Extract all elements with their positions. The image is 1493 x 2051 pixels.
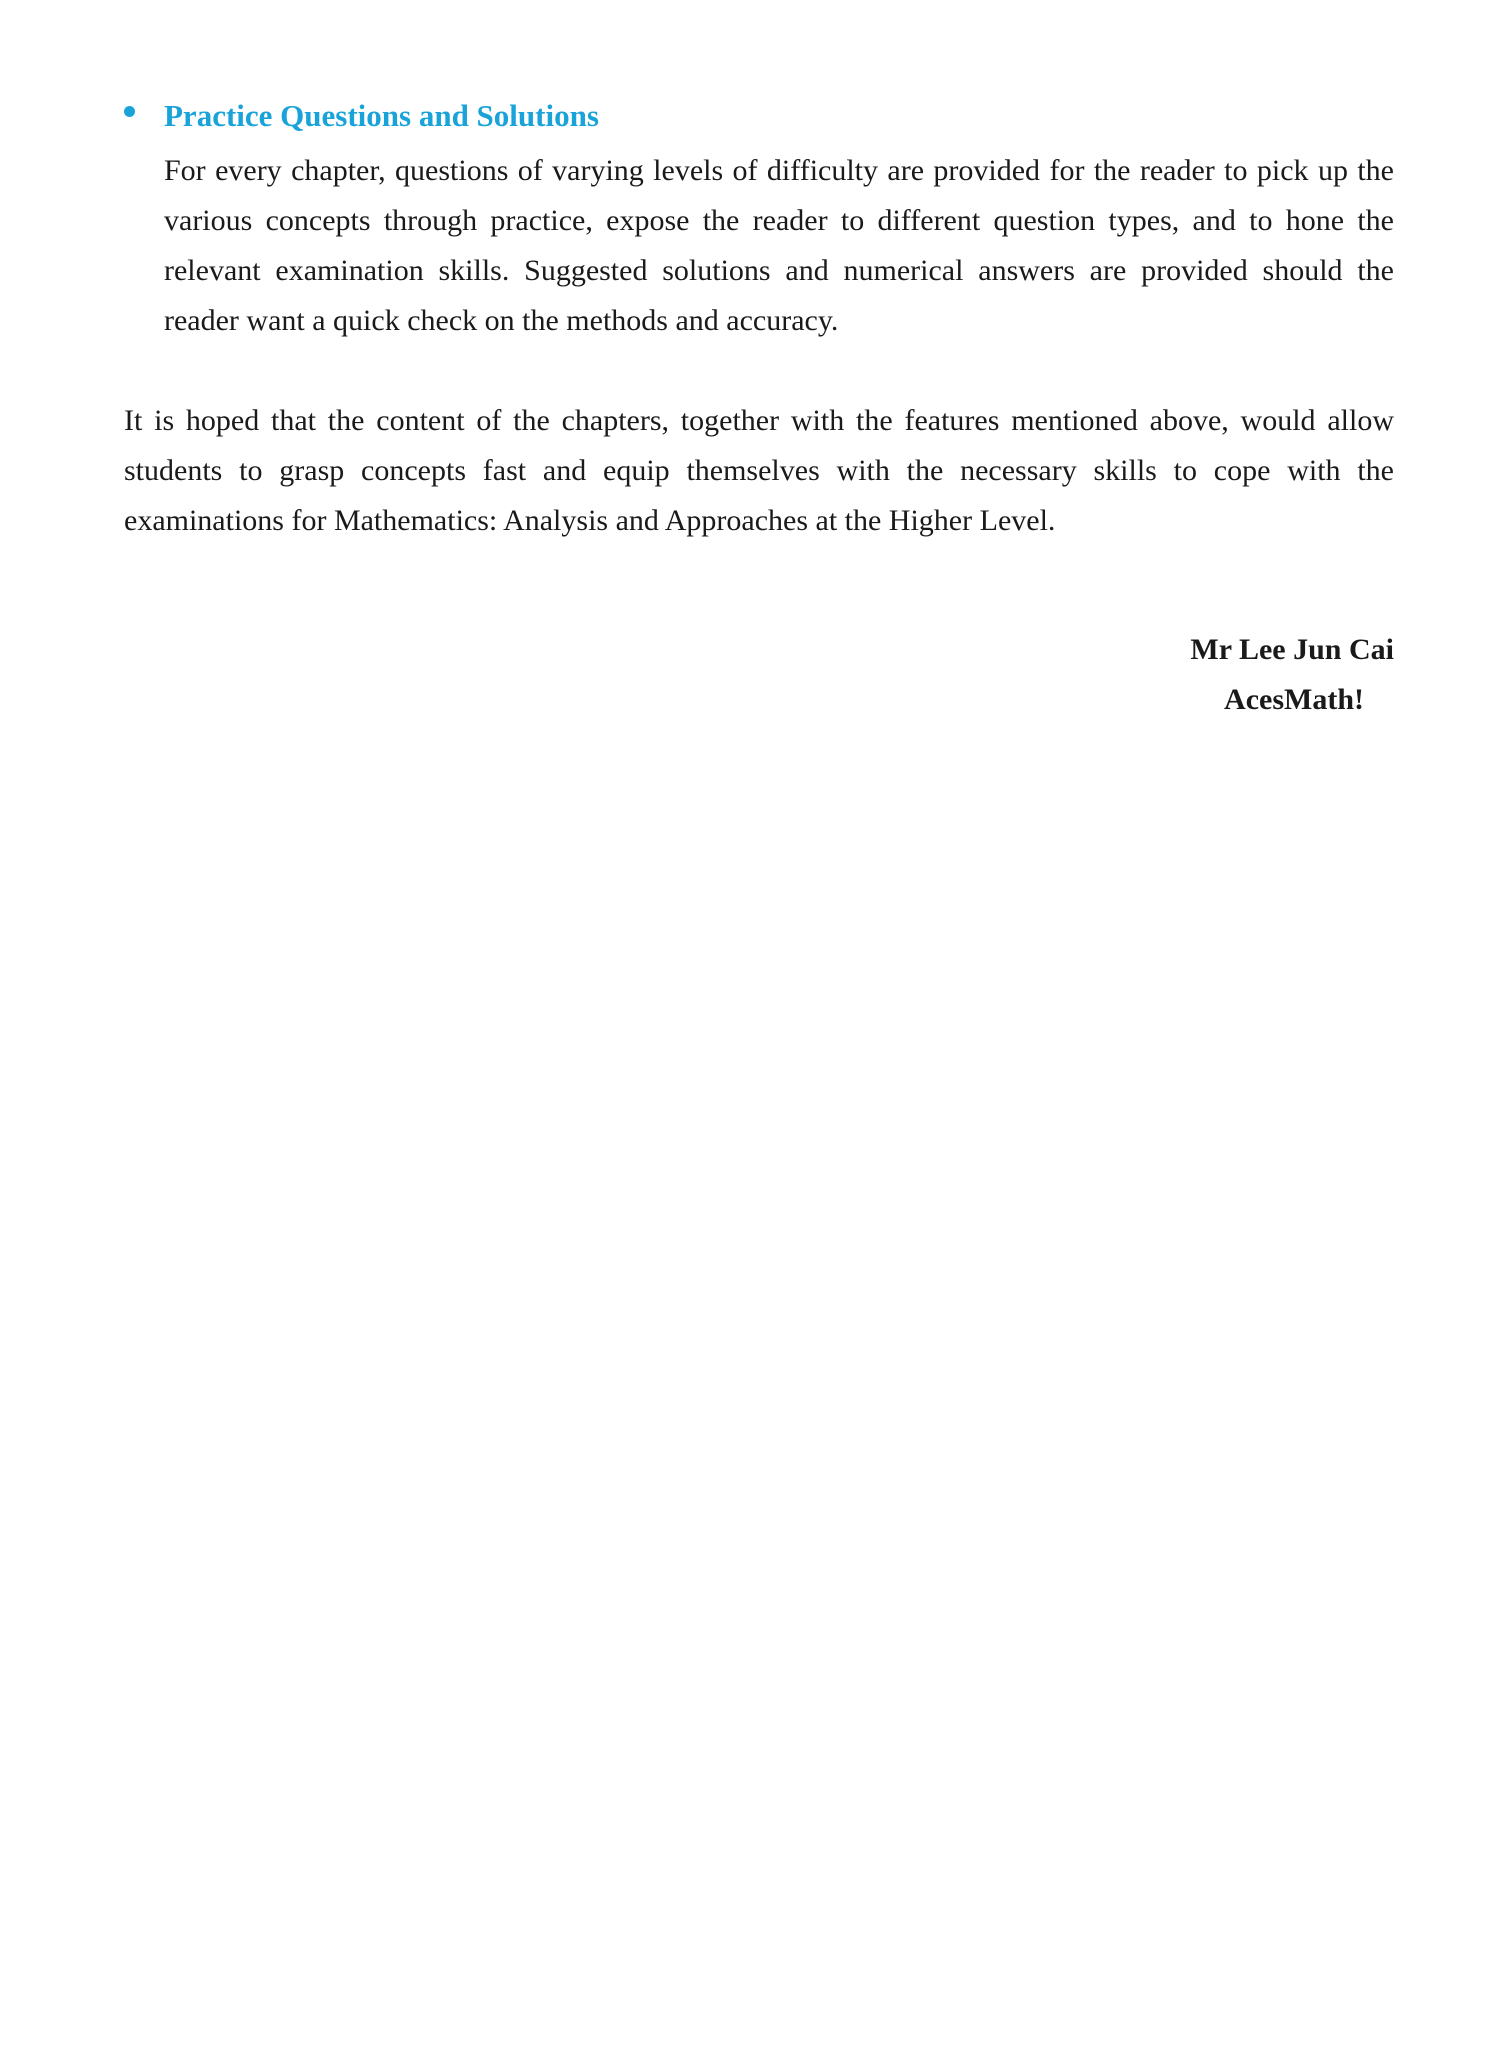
- signature-block: [1190, 625, 1394, 725]
- closing-paragraph: It is hoped that the content of the chapters, together with the features mentioned above, would allow students to grasp concepts fast and equip themselves with the necessary skills to cope with the examinations for Mathematics: Analysis and Approaches at the Higher Level.: [124, 404, 1394, 537]
- section-body-text: For every chapter, questions of varying levels of difficulty are provided for the reader to pick up the various concepts through practice, expose the reader to different question types, and to hone the relevant examination skills. Suggested solutions and numerical answers are provided should the reader want a quick check on the methods and accuracy.: [164, 154, 1394, 337]
- organization-name: AcesMath!: [1224, 683, 1364, 716]
- bullet-point-icon: [124, 106, 135, 117]
- section-heading: Practice Questions and Solutions: [164, 98, 599, 133]
- author-name: Mr Lee Jun Cai: [1190, 633, 1394, 666]
